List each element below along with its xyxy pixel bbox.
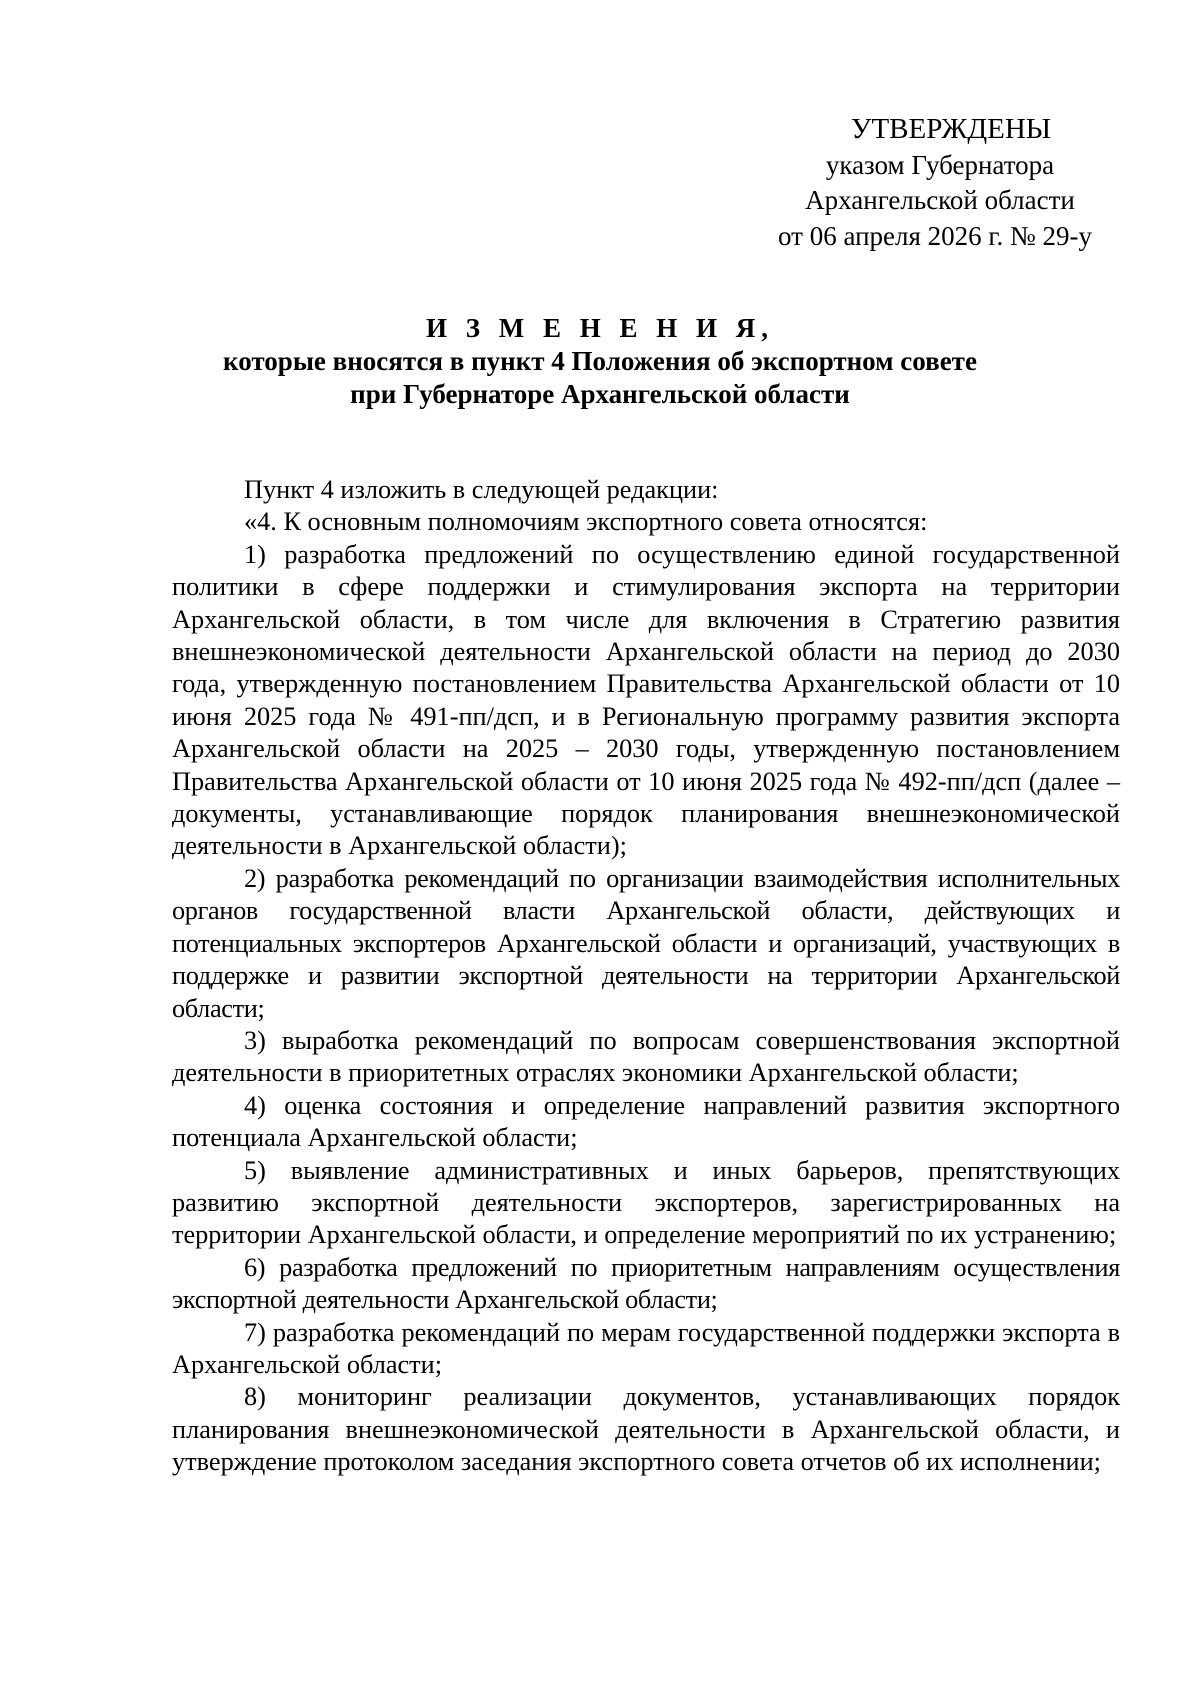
document-subtitle-line-2: при Губернаторе Архангельской области: [350, 379, 850, 409]
list-item: 2) разработка рекомендаций по организации взаимодействия исполнительных органов государственной власти Архангельской области, действующих и потенциальных экспортеров Архангельской области и организаций, участвующих в поддержке и развитии экспортной деятельности на территории Архангельской области;: [172, 863, 1120, 1023]
list-item: 1) разработка предложений по осуществлению единой государственной политики в сфере поддержки и стимулирования экспорта на территории Архангельской области, в том числе для включения в Стратегию развития внешнеэкономической деятельности Архангельской области на период до 2030 года, утвержденную постановлением Правительства Архангельской области от 10 июня 2025 года № 491-пп/дсп, и в Региональную программу развития экспорта Архангельской области на 2025 – 2030 годы, утвержденную постановлением Правительства Архангельской области от 10 июня 2025 года № 492-пп/дсп (далее – документы, устанавливающие порядок планирования внешнеэкономической деятельности в Архангельской области);: [172, 539, 1120, 861]
list-item: 5) выявление административных и иных барьеров, препятствующих развитию экспортной деятельности экспортеров, зарегистрированных на территории Архангельской области, и определение мероприятий по их устранению;: [172, 1155, 1120, 1250]
list-item: 6) разработка предложений по приоритетным направлениям осуществления экспортной деятельности Архангельской области;: [172, 1252, 1120, 1315]
document-subtitle-line-1: которые вносятся в пункт 4 Положения об экспортном совете: [223, 346, 977, 376]
intro-paragraph: Пункт 4 изложить в следующей редакции:: [244, 475, 719, 504]
list-item: 7) разработка рекомендаций по мерам государственной поддержки экспорта в Архангельской области;: [172, 1317, 1120, 1379]
list-item: 3) выработка рекомендаций по вопросам совершенствования экспортной деятельности в приоритетных отраслях экономики Архангельской области;: [172, 1025, 1120, 1088]
document-title: И З М Е Н Е Н И Я,: [425, 313, 774, 343]
approval-date-number: от 06 апреля 2026 г. № 29-у: [778, 220, 1092, 251]
document-heading: [160, 312, 1040, 411]
list-item: 8) мониторинг реализации документов, устанавливающих порядок планирования внешнеэкономической деятельности в Архангельской области, и утверждение протоколом заседания экспортного совета отчетов об их исполнении;: [172, 1382, 1120, 1477]
approval-title: УТВЕРЖДЕНЫ: [850, 113, 1052, 145]
approval-authority: указом Губернатора: [825, 149, 1055, 180]
lead-paragraph: «4. К основным полномочиям экспортного совета относятся:: [244, 507, 928, 537]
document-body: [172, 474, 1120, 1479]
approval-stamp: [740, 112, 1140, 254]
approval-region: Архангельской области: [805, 185, 1075, 215]
list-item: 4) оценка состояния и определение направлений развития экспортного потенциала Архангельской области;: [172, 1090, 1120, 1153]
